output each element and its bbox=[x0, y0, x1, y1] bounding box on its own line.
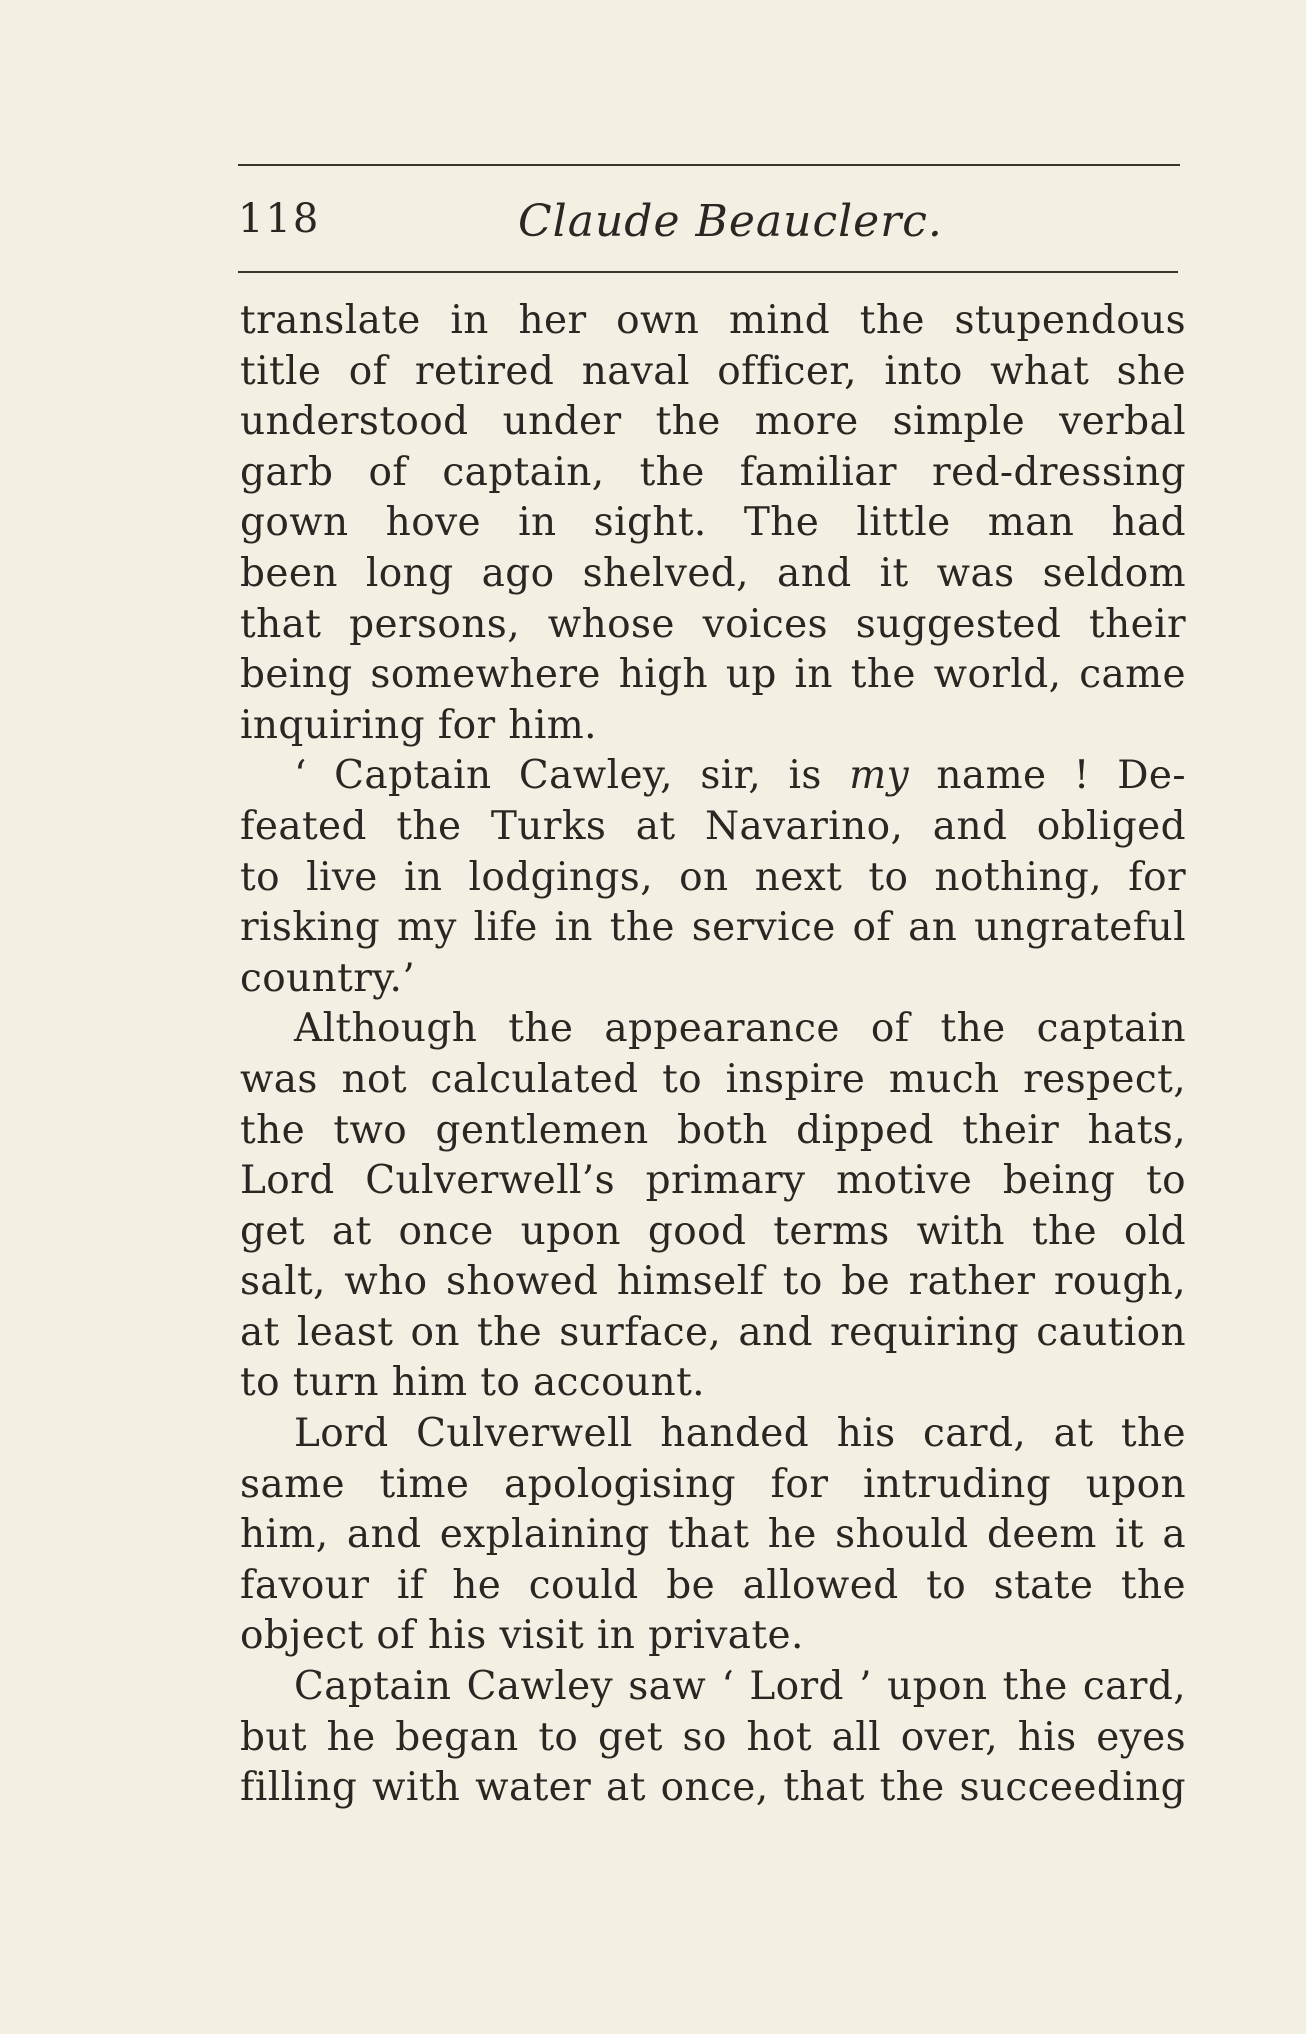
header-rule-top bbox=[238, 164, 1180, 166]
text-line: that persons, whose voices suggested their bbox=[240, 601, 1186, 647]
text-line: being somewhere high up in the world, came bbox=[240, 652, 1186, 698]
text-line: salt, who showed himself to be rather rough, bbox=[240, 1259, 1186, 1305]
text-line: object of his visit in private. bbox=[240, 1613, 804, 1659]
text-line: been long ago shelved, and it was seldom bbox=[240, 550, 1186, 596]
running-header bbox=[238, 196, 1178, 256]
text-line: inquiring for him. bbox=[240, 702, 597, 748]
body-text bbox=[240, 296, 1186, 1814]
text-line: but he began to get so hot all over, his eyes bbox=[240, 1714, 1186, 1760]
text-line: country.’ bbox=[240, 955, 416, 1001]
text-line: Lord Culverwell’s primary motive being to bbox=[240, 1158, 1186, 1204]
text-line: favour if he could be allowed to state the bbox=[240, 1562, 1186, 1608]
text-line: him, and explaining that he should deem it a bbox=[240, 1512, 1186, 1558]
text-line: the two gentlemen both dipped their hats, bbox=[240, 1107, 1186, 1153]
text-line: Although the appearance of the captain bbox=[294, 1006, 1186, 1052]
text-line: to turn him to account. bbox=[240, 1360, 705, 1406]
text-line: garb of captain, the familiar red-dressing bbox=[240, 449, 1186, 495]
text-line: feated the Turks at Navarino, and obliged bbox=[240, 803, 1186, 849]
text-line: Lord Culverwell handed his card, at the bbox=[294, 1411, 1186, 1457]
text-line: Captain Cawley saw ‘ Lord ’ upon the card, bbox=[294, 1664, 1186, 1710]
text-line: gown hove in sight. The little man had bbox=[240, 500, 1186, 546]
text-line: risking my life in the service of an ungrateful bbox=[240, 905, 1186, 951]
text-line: to live in lodgings, on next to nothing, for bbox=[240, 854, 1186, 900]
header-rule-bottom bbox=[238, 271, 1178, 273]
text-segment: name ! De- bbox=[909, 753, 1186, 799]
running-title: Claude Beauclerc. bbox=[518, 196, 943, 247]
text-line bbox=[240, 751, 1186, 802]
text-line: translate in her own mind the stupendous bbox=[240, 298, 1186, 343]
text-line: title of retired naval officer, into what she bbox=[240, 348, 1186, 394]
text-line: was not calculated to inspire much respect, bbox=[240, 1056, 1186, 1102]
text-line: same time apologising for intruding upon bbox=[240, 1461, 1186, 1507]
page-number: 118 bbox=[238, 196, 321, 242]
text-line: filling with water at once, that the succeeding bbox=[240, 1765, 1186, 1811]
text-segment: ‘ Captain Cawley, sir, is bbox=[294, 753, 850, 799]
text-line: get at once upon good terms with the old bbox=[240, 1208, 1186, 1254]
italic-word: my bbox=[849, 753, 910, 799]
text-line: understood under the more simple verbal bbox=[240, 399, 1186, 445]
text-line: at least on the surface, and requiring caution bbox=[240, 1309, 1186, 1355]
